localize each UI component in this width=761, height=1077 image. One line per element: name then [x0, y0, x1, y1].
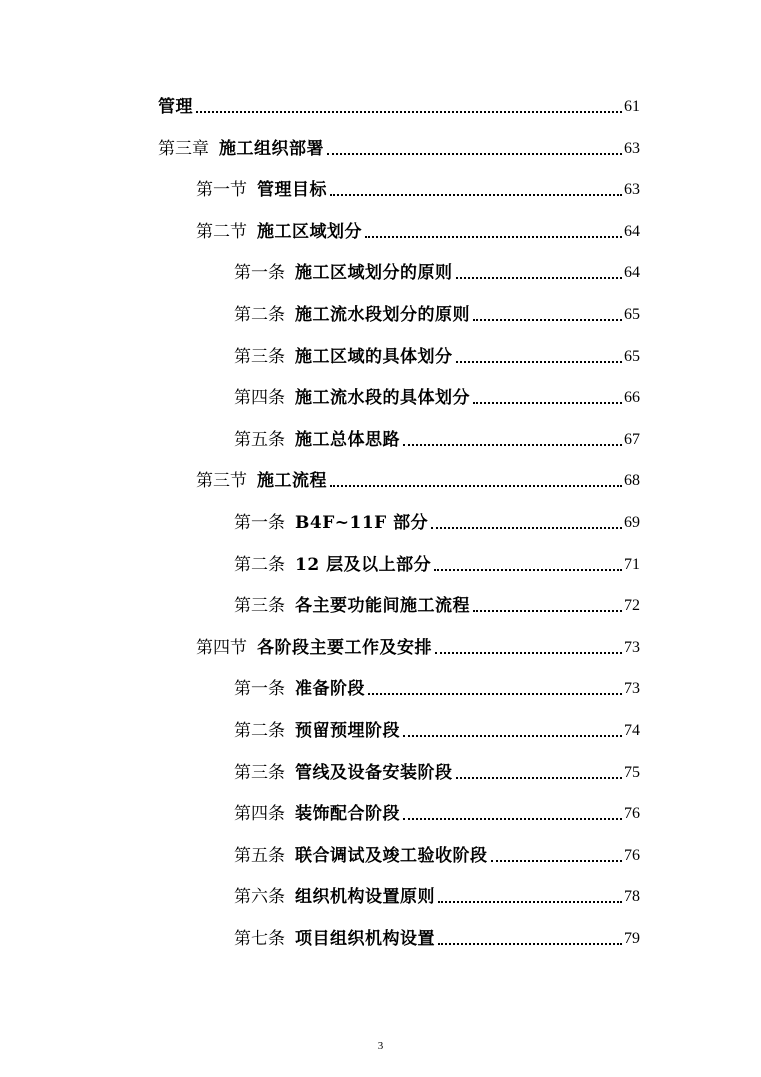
toc-leader-dots — [491, 860, 623, 862]
toc-leader-dots — [473, 402, 622, 404]
toc-entry-page: 76 — [624, 805, 640, 823]
toc-entry[interactable] — [234, 546, 640, 576]
toc-entry-title: 施工流水段的具体划分 — [295, 388, 470, 409]
toc-entry-title: 预留预埋阶段 — [295, 721, 400, 741]
toc-entry[interactable] — [234, 379, 640, 409]
toc-entry-title: 管理 — [158, 97, 193, 117]
toc-entry-number: 第一节 — [196, 180, 247, 200]
toc-leader-dots — [456, 361, 623, 363]
toc-entry[interactable] — [234, 338, 640, 368]
toc-entry-title: 准备阶段 — [295, 679, 365, 700]
toc-entry-title: 组织机构设置原则 — [295, 887, 435, 908]
toc-entry-title: 施工组织部署 — [219, 138, 324, 159]
toc-leader-dots — [330, 485, 622, 487]
toc-entry-number: 第四条 — [234, 804, 285, 824]
toc-entry-title: 项目组织机构设置 — [295, 929, 435, 949]
toc-leader-dots — [196, 111, 622, 113]
toc-entry[interactable] — [234, 504, 640, 534]
toc-entry[interactable] — [234, 795, 640, 825]
page-number: 3 — [377, 1040, 384, 1052]
toc-leader-dots — [403, 444, 622, 446]
toc-entry-title: 管理目标 — [257, 180, 327, 201]
toc-entry-number: 第三条 — [234, 762, 285, 782]
toc-entry-page: 66 — [624, 389, 640, 407]
toc-entry-number: 第三章 — [158, 138, 209, 158]
toc-entry-title: 施工总体思路 — [295, 429, 400, 450]
toc-leader-dots — [473, 319, 622, 321]
toc-entry-page: 74 — [624, 722, 640, 739]
toc-leader-dots — [435, 652, 622, 654]
toc-entry-title: 各主要功能间施工流程 — [295, 596, 470, 617]
toc-entry[interactable] — [234, 712, 640, 742]
toc-entry-page: 73 — [624, 680, 640, 698]
toc-entry-title: 施工流水段划分的原则 — [295, 305, 470, 325]
toc-entry-page: 61 — [624, 98, 640, 115]
toc-entry-title: 12 层及以上部分 — [295, 554, 432, 575]
toc-entry-number: 第一条 — [234, 513, 285, 532]
toc-leader-dots — [473, 610, 622, 612]
toc-entry-page: 65 — [624, 306, 640, 323]
toc-leader-dots — [403, 818, 622, 820]
toc-entry-title: 施工区域的具体划分 — [295, 346, 453, 367]
toc-entry-page: 64 — [624, 222, 640, 240]
toc-entry[interactable] — [234, 254, 640, 284]
toc-entry-number: 第四节 — [196, 637, 247, 657]
toc-entry[interactable] — [196, 171, 640, 201]
toc-entry[interactable] — [234, 837, 640, 867]
toc-entry[interactable] — [234, 421, 640, 451]
toc-entry[interactable] — [234, 296, 640, 326]
toc-entry-number: 第一条 — [234, 679, 285, 699]
toc-leader-dots — [403, 735, 622, 737]
toc-entry-page: 63 — [624, 181, 640, 199]
toc-entry[interactable] — [196, 462, 640, 492]
toc-leader-dots — [438, 901, 622, 903]
toc-entry-number: 第三条 — [234, 346, 285, 366]
toc-entry-page: 63 — [624, 139, 640, 157]
toc-entry[interactable] — [234, 587, 640, 617]
toc-leader-dots — [368, 693, 622, 695]
toc-entry-page: 67 — [624, 430, 640, 448]
toc-entry-title: 施工区域划分 — [257, 221, 362, 242]
toc-entry-page: 76 — [624, 846, 640, 864]
toc-entry[interactable] — [158, 88, 640, 118]
toc-leader-dots — [327, 153, 622, 155]
toc-entry-page: 64 — [624, 264, 640, 282]
toc-leader-dots — [434, 569, 622, 571]
toc-entry-number: 第二条 — [234, 305, 285, 324]
toc-entry-page: 79 — [624, 930, 640, 947]
toc-entry-page: 73 — [624, 638, 640, 656]
toc-leader-dots — [365, 236, 622, 238]
toc-entry-title: B4F~11F 部分 — [295, 513, 429, 533]
toc-leader-dots — [438, 943, 622, 945]
toc-entry-page: 68 — [624, 472, 640, 490]
toc-leader-dots — [456, 777, 623, 779]
toc-entry-number: 第二条 — [234, 721, 285, 740]
toc-entry-number: 第四条 — [234, 388, 285, 408]
toc-entry[interactable] — [234, 754, 640, 784]
toc-entry-title: 施工流程 — [257, 471, 327, 492]
toc-entry-number: 第五条 — [234, 429, 285, 449]
toc-entry-number: 第一条 — [234, 263, 285, 283]
toc-entry-number: 第三条 — [234, 596, 285, 616]
toc-entry-page: 71 — [624, 555, 640, 573]
toc-leader-dots — [330, 194, 622, 196]
toc-entry-number: 第二条 — [234, 554, 285, 574]
toc-entry-title: 施工区域划分的原则 — [295, 263, 453, 284]
toc-entry-number: 第二节 — [196, 221, 247, 241]
toc-leader-dots — [431, 527, 622, 529]
toc-entry-title: 管线及设备安装阶段 — [295, 762, 453, 783]
toc-entry-number: 第六条 — [234, 887, 285, 907]
toc-entry[interactable] — [234, 920, 640, 950]
toc-entry-title: 各阶段主要工作及安排 — [257, 637, 432, 658]
toc-leader-dots — [456, 277, 623, 279]
toc-entry[interactable] — [234, 878, 640, 908]
toc-entry-number: 第七条 — [234, 929, 285, 948]
toc-entry-title: 装饰配合阶段 — [295, 804, 400, 825]
toc-entry-page: 72 — [624, 597, 640, 615]
toc-entry-page: 78 — [624, 888, 640, 906]
toc-entry-page: 69 — [624, 514, 640, 531]
toc-entry-number: 第三节 — [196, 471, 247, 491]
toc-entry[interactable] — [158, 130, 640, 160]
page-footer — [0, 1040, 761, 1052]
toc-entry-page: 65 — [624, 347, 640, 365]
toc-entry[interactable] — [196, 629, 640, 659]
toc-entry-title: 联合调试及竣工验收阶段 — [295, 845, 488, 866]
toc-entry-number: 第五条 — [234, 845, 285, 865]
toc-entry-page: 75 — [624, 763, 640, 781]
toc-entry[interactable] — [234, 670, 640, 700]
toc-entry[interactable] — [196, 213, 640, 243]
